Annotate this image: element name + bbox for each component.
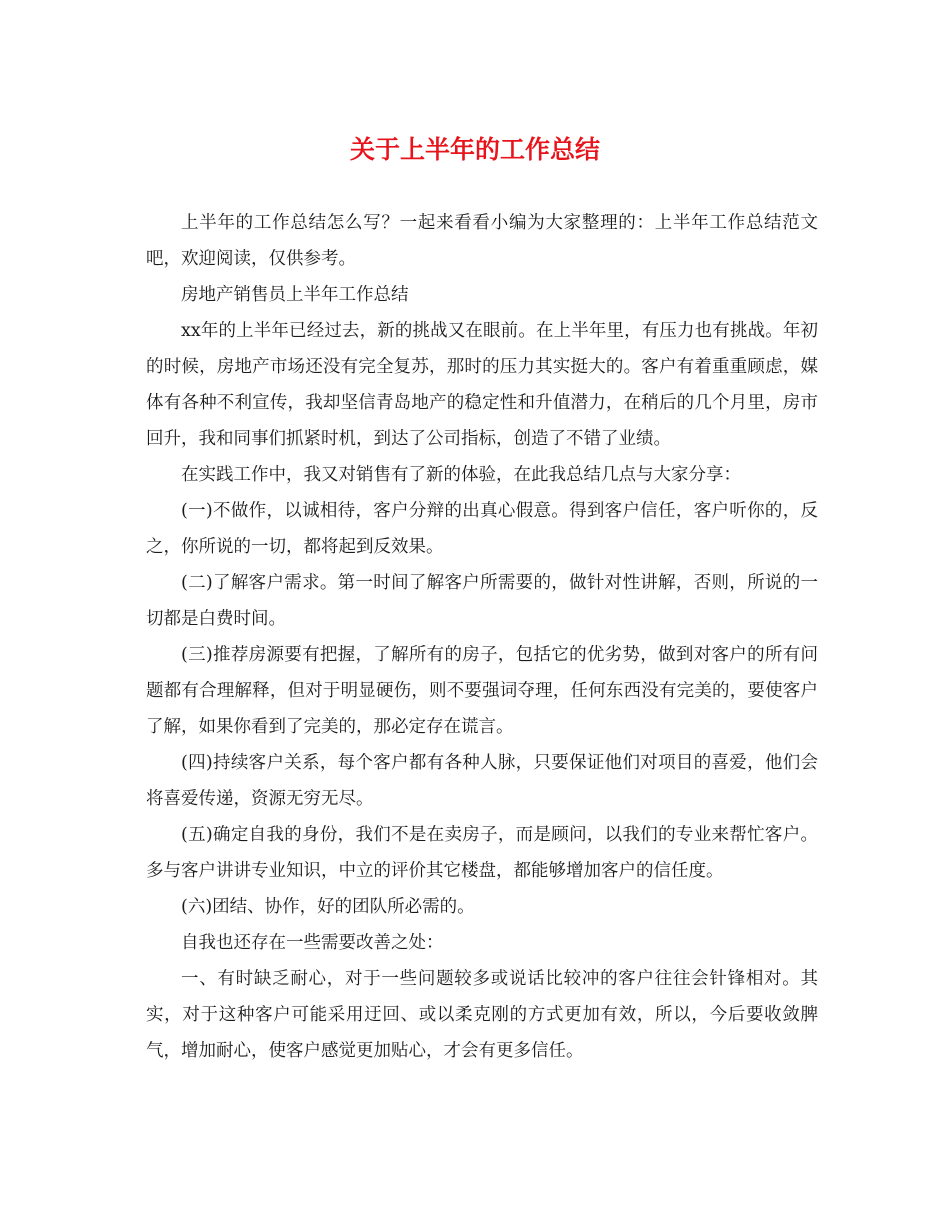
body-paragraph: xx年的上半年已经过去，新的挑战又在眼前。在上半年里，有压力也有挑战。年初的时候，房地产市场还没有完全复苏，那时的压力其实挺大的。客户有着重重顾虑，媒体有各种不利宣传，我却坚信青岛地产的稳定性和升值潜力，在稍后的几个月里，房市回升，我和同事们抓紧时机，到达了公司指标，创造了不错了业绩。	[146, 321, 818, 449]
body-paragraph: 一、有时缺乏耐心，对于一些问题较多或说话比较冲的客户往往会针锋相对。其实，对于这种客户可能采用迂回、或以柔克刚的方式更加有效，所以，今后要收敛脾气，增加耐心，使客户感觉更加贴心，才会有更多信任。	[146, 969, 818, 1061]
list-item-paragraph: (五)确定自我的身份，我们不是在卖房子，而是顾问，以我们的专业来帮忙客户。多与客户讲讲专业知识，中立的评价其它楼盘，都能够增加客户的信任度。	[146, 825, 818, 881]
list-item-paragraph: (二)了解客户需求。第一时间了解客户所需要的，做针对性讲解，否则，所说的一切都是白费时间。	[146, 573, 818, 629]
list-item-paragraph: (四)持续客户关系，每个客户都有各种人脉，只要保证他们对项目的喜爱，他们会将喜爱传递，资源无穷无尽。	[146, 753, 818, 809]
document-body	[146, 205, 818, 1069]
list-item-paragraph: (一)不做作，以诚相待，客户分辩的出真心假意。得到客户信任，客户听你的，反之，你所说的一切，都将起到反效果。	[146, 501, 818, 557]
section-heading: 房地产销售员上半年工作总结	[181, 285, 409, 305]
body-paragraph: 在实践工作中，我又对销售有了新的体验，在此我总结几点与大家分享：	[181, 465, 741, 485]
intro-paragraph: 上半年的工作总结怎么写？一起来看看小编为大家整理的：上半年工作总结范文吧，欢迎阅读，仅供参考。	[146, 213, 818, 269]
document-title: 关于上半年的工作总结	[349, 135, 600, 164]
list-item-paragraph: (六)团结、协作，好的团队所必需的。	[181, 897, 475, 917]
body-paragraph: 自我也还存在一些需要改善之处：	[181, 933, 444, 953]
list-item-paragraph: (三)推荐房源要有把握，了解所有的房子，包括它的优劣势，做到对客户的所有问题都有合理解释，但对于明显硬伤，则不要强词夺理，任何东西没有完美的，要使客户了解，如果你看到了完美的，那必定存在谎言。	[146, 645, 818, 737]
